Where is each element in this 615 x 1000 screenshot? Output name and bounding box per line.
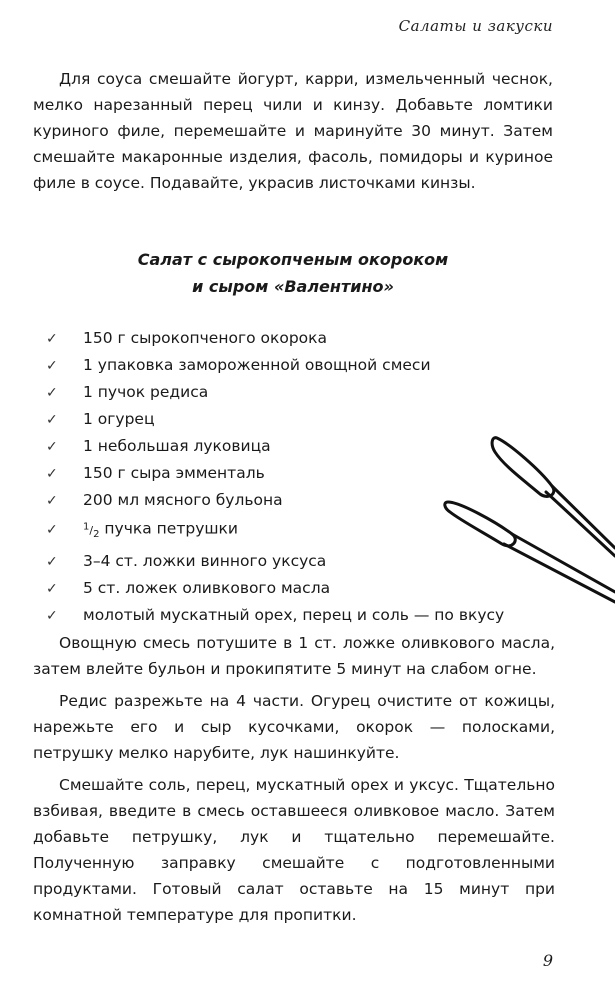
intro-text xyxy=(33,66,553,196)
intro-paragraph: Для соуса смешайте йогурт, карри, измельченный чеснок, мелко нарезанный перец чили и кинзу. Добавьте ломтики куриного филе, перемешайте и маринуйте 30 минут. Затем смешайте макаронные изделия, фасоль, помидоры и куриное филе в соусе. Подавайте, украсив листочками кинзы. xyxy=(33,70,553,192)
recipe-title-line-1: Салат с сырокопченым окороком xyxy=(137,250,449,269)
ingredient-text: 1 небольшая луковица xyxy=(83,437,271,455)
ingredient-text: 1 пучок редиса xyxy=(83,383,209,401)
ingredient-item xyxy=(46,352,504,379)
ingredient-item xyxy=(46,460,504,487)
ingredient-text: 150 г сырокопченого окорока xyxy=(83,329,328,347)
ingredient-text: 150 г сыра эмменталь xyxy=(83,464,265,482)
check-icon: ✓ xyxy=(46,493,58,509)
ingredient-text: 3–4 ст. ложки винного уксуса xyxy=(83,551,327,570)
check-icon: ✓ xyxy=(46,358,58,374)
fraction-half: $^1/_2$ xyxy=(83,521,100,540)
page-number: 9 xyxy=(542,951,553,970)
ingredient-text: молотый мускатный орех, перец и соль — по вкусу xyxy=(83,605,505,624)
ingredient-item xyxy=(46,325,504,352)
check-icon: ✓ xyxy=(46,466,58,482)
check-icon: ✓ xyxy=(46,521,58,538)
ingredient-item xyxy=(46,548,504,575)
check-icon: ✓ xyxy=(46,580,58,597)
method-paragraph: Овощную смесь потушите в 1 ст. ложке оливкового масла, затем влейте бульон и прокипятите 5 минут на слабом огне. xyxy=(33,634,555,678)
ingredient-text: $^1/_2$ пучка петрушки xyxy=(83,519,238,540)
check-icon: ✓ xyxy=(46,331,58,347)
check-icon: ✓ xyxy=(46,412,58,428)
ingredient-item xyxy=(46,433,504,460)
ingredient-item xyxy=(46,379,504,406)
ingredient-text: 200 мл мясного бульона xyxy=(83,491,283,509)
ingredient-item xyxy=(46,487,504,514)
method-paragraph: Смешайте соль, перец, мускатный орех и уксус. Тщательно взбивая, введите в смесь оставшееся оливковое масло. Затем добавьте петрушку, лук и тщательно перемешайте. Полученную заправку смешайте с подготовленными продуктами. Готовый салат оставьте на 15 минут при комнатной температуре для пропитки. xyxy=(33,776,555,924)
ingredient-text: 5 ст. ложек оливкового масла xyxy=(83,578,331,597)
ingredient-text: 1 огурец xyxy=(83,410,155,428)
check-icon: ✓ xyxy=(46,439,58,455)
ingredient-item xyxy=(46,514,504,548)
ingredient-item xyxy=(46,575,504,602)
ingredient-text: 1 упаковка замороженной овощной смеси xyxy=(83,356,431,374)
ingredient-item xyxy=(46,406,504,433)
check-icon: ✓ xyxy=(46,385,58,401)
recipe-title-line-2: и сыром «Валентино» xyxy=(192,277,394,296)
running-head: Салаты и закуски xyxy=(398,17,553,35)
kitchen-tongs-icon xyxy=(440,430,615,610)
recipe-title xyxy=(33,246,553,300)
check-icon: ✓ xyxy=(46,607,58,624)
method-paragraph: Редис разрежьте на 4 части. Огурец очистите от кожицы, нарежьте его и сыр кусочками, окорок — полосками, петрушку мелко нарубите, лук нашинкуйте. xyxy=(33,692,555,762)
check-icon: ✓ xyxy=(46,553,58,570)
method-text xyxy=(33,630,555,934)
ingredient-item xyxy=(46,602,504,629)
ingredient-list xyxy=(46,325,504,629)
